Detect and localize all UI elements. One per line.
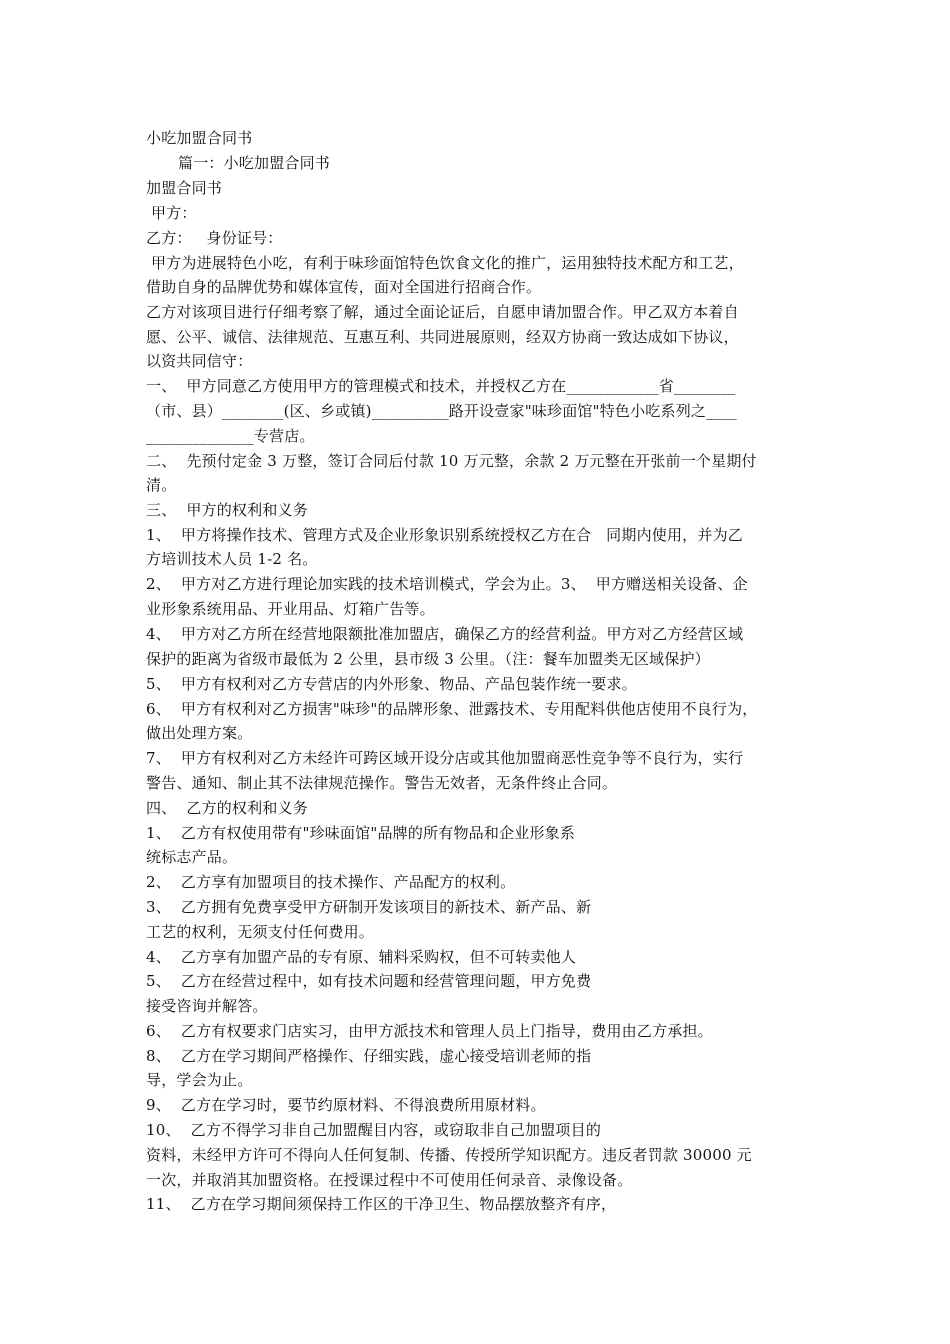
- text-line: 7、 甲方有权利对乙方未经许可跨区域开设分店或其他加盟商恶性竞争等不良行为，实行: [146, 749, 744, 767]
- text-line: 8、 乙方在学习期间严格操作、仔细实践，虚心接受培训老师的指: [146, 1047, 592, 1065]
- text-line: 3、 乙方拥有免费享受甲方研制开发该项目的新技术、新产品、新: [146, 898, 592, 916]
- text-line: 2、 甲方对乙方进行理论加实践的技术培训模式，学会为止。3、 甲方赠送相关设备、企: [146, 575, 748, 593]
- text-line: 四、 乙方的权利和义务: [146, 799, 308, 817]
- text-line: 二、 先预付定金 3 万整，签订合同后付款 10 万元整，余款 2 万元整在开张前一个星期付: [146, 452, 757, 470]
- text-line: 6、 乙方有权要求门店实习，由甲方派技术和管理人员上门指导，费用由乙方承担。: [146, 1022, 713, 1040]
- text-line: 9、 乙方在学习时，要节约原材料、不得浪费所用原材料。: [146, 1096, 546, 1114]
- text-line: 6、 甲方有权利对乙方损害"味珍"的品牌形象、泄露技术、专用配料供他店使用不良行为，: [146, 700, 758, 718]
- text-line: 乙方： 身份证号：: [146, 229, 283, 247]
- document-title: 小吃加盟合同书: [146, 129, 253, 147]
- text-line: 5、 甲方有权利对乙方专营店的内外形象、物品、产品包装作统一要求。: [146, 675, 637, 693]
- document-subtitle: 篇一：小吃加盟合同书: [178, 154, 331, 172]
- text-line: 一、 甲方同意乙方使用甲方的管理模式和技术，并授权乙方在____________省________: [146, 377, 736, 395]
- text-line: 4、 甲方对乙方所在经营地限额批准加盟店，确保乙方的经营利益。甲方对乙方经营区域: [146, 625, 744, 643]
- text-line: 导，学会为止。: [146, 1071, 253, 1089]
- text-line: 资料，未经甲方许可不得向人任何复制、传播、传授所学知识配方。违反者罚款 30000 元: [146, 1146, 752, 1164]
- text-line: 1、 乙方有权使用带有"珍味面馆"品牌的所有物品和企业形象系: [146, 824, 576, 842]
- text-line: 乙方对该项目进行仔细考察了解，通过全面论证后，自愿申请加盟合作。甲乙双方本着自: [146, 303, 739, 321]
- text-line: 10、 乙方不得学习非自己加盟醒目内容，或窃取非自己加盟项目的: [146, 1121, 602, 1139]
- text-line: 甲方为进展特色小吃，有利于味珍面馆特色饮食文化的推广，运用独特技术配方和工艺，: [146, 254, 744, 272]
- text-line: 愿、公平、诚信、法律规范、互惠互利、共同进展原则，经双方协商一致达成如下协议，: [146, 328, 739, 346]
- text-line: 加盟合同书: [146, 179, 223, 197]
- text-line: 借助自身的品牌优势和媒体宣传，面对全国进行招商合作。: [146, 278, 542, 296]
- text-line: 甲方：: [146, 204, 197, 222]
- text-line: 1、 甲方将操作技术、管理方式及企业形象识别系统授权乙方在合 同期内使用，并为乙: [146, 526, 743, 544]
- text-line: 一次，并取消其加盟资格。在授课过程中不可使用任何录音、录像设备。: [146, 1171, 633, 1189]
- text-line: （市、县）________(区、乡或镇)__________路开设壹家"味珍面馆"特色小吃系列之____: [146, 402, 737, 420]
- text-line: 三、 甲方的权利和义务: [146, 501, 308, 519]
- text-line: 11、 乙方在学习期间须保持工作区的干净卫生、物品摆放整齐有序，: [146, 1195, 617, 1213]
- text-line: 清。: [146, 476, 177, 494]
- text-line: 5、 乙方在经营过程中，如有技术问题和经营管理问题，甲方免费: [146, 972, 592, 990]
- text-line: 警告、通知、制止其不法律规范操作。警告无效者，无条件终止合同。: [146, 774, 618, 792]
- text-line: 4、 乙方享有加盟产品的专有原、辅料采购权，但不可转卖他人: [146, 948, 577, 966]
- text-line: 做出处理方案。: [146, 724, 253, 742]
- text-line: 2、 乙方享有加盟项目的技术操作、产品配方的权利。: [146, 873, 516, 891]
- text-line: 统标志产品。: [146, 848, 238, 866]
- text-line: 工艺的权利，无须支付任何费用。: [146, 923, 375, 941]
- text-line: 业形象系统用品、开业用品、灯箱广告等。: [146, 600, 435, 618]
- text-line: 以资共同信守：: [146, 352, 253, 370]
- text-line: ______________专营店。: [146, 427, 315, 445]
- text-line: 方培训技术人员 1-2 名。: [146, 550, 318, 568]
- text-line: 接受咨询并解答。: [146, 997, 268, 1015]
- text-line: 保护的距离为省级市最低为 2 公里，县市级 3 公里。（注：餐车加盟类无区域保护）: [146, 650, 710, 668]
